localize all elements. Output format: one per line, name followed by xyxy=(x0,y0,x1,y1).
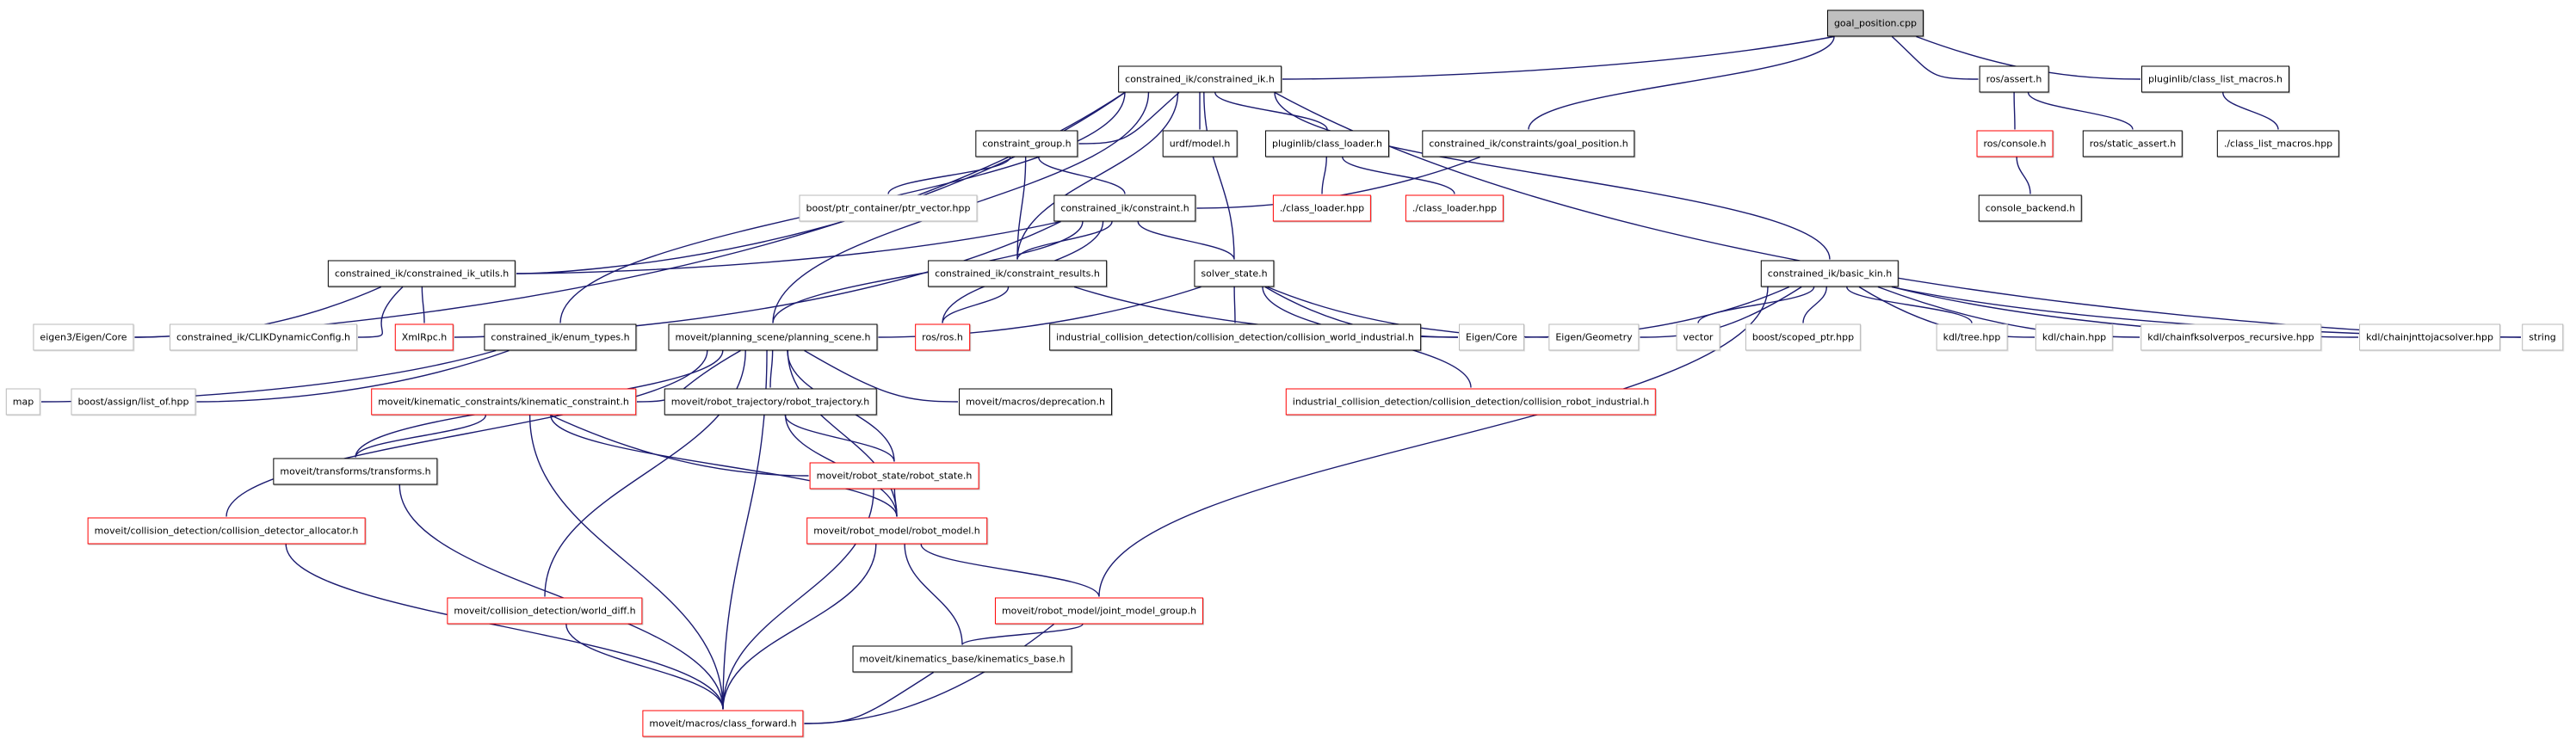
graph-node-label: pluginlib/class_loader.h xyxy=(1272,138,1382,150)
graph-node-kinematic_constraint[interactable] xyxy=(371,389,636,416)
graph-node-eigen_geometry xyxy=(1548,324,1639,351)
edge-collision_detector_allocator-to-class_forward xyxy=(286,545,723,710)
edge-ros_assert-to-ros_console xyxy=(2014,93,2015,130)
graph-node-kdl_jacsolver xyxy=(2359,324,2500,351)
graph-node-ros_assert[interactable] xyxy=(1980,66,2049,93)
graph-node-label: goal_position.cpp xyxy=(1833,17,1918,29)
graph-node-label: Eigen/Core xyxy=(1466,331,1517,343)
edge-constraint_group-to-constraint_results xyxy=(1017,157,1026,260)
graph-node-eigen3_core xyxy=(33,324,133,351)
graph-node-label: constrained_ik/constraint.h xyxy=(1060,202,1189,214)
graph-node-robot_model[interactable] xyxy=(806,518,987,545)
edge-kinematics_base-to-class_forward xyxy=(805,673,934,724)
edge-joint_model_group-to-kinematics_base xyxy=(962,625,1083,645)
graph-node-label: ./class_list_macros.hpp xyxy=(2223,138,2333,150)
graph-node-label: pluginlib/class_list_macros.h xyxy=(2148,73,2283,85)
graph-node-label: XmlRpc.h xyxy=(401,331,448,343)
graph-node-label: moveit/planning_scene/planning_scene.h xyxy=(675,331,871,343)
graph-node-label: solver_state.h xyxy=(1201,268,1268,280)
graph-node-vector xyxy=(1677,324,1720,351)
graph-node-label: moveit/macros/deprecation.h xyxy=(966,396,1105,408)
graph-node-collision_detector_allocator[interactable] xyxy=(88,518,366,545)
edge-constrained_ik_h-to-basic_kin xyxy=(1275,93,1830,260)
graph-node-label: string xyxy=(2529,331,2556,343)
edge-joint_model_group-to-class_forward xyxy=(805,625,1054,724)
edge-pluginlib_class_loader-to-class_loader_hpp_1 xyxy=(1322,157,1326,194)
graph-node-label: moveit/collision_detection/world_diff.h xyxy=(454,605,636,617)
graph-node-ptr_vector xyxy=(800,195,978,222)
edge-basic_kin-to-kdl_tree xyxy=(1847,287,1972,323)
edge-constrained_ik_utils-to-xmlrpc xyxy=(422,287,424,323)
graph-node-map xyxy=(6,389,40,416)
graph-node-constrained_ik_utils[interactable] xyxy=(328,261,516,287)
graph-node-label: kdl/chain.hpp xyxy=(2042,331,2107,343)
graph-node-label: ros/static_assert.h xyxy=(2089,138,2177,150)
edge-goal_position_cpp-to-constrained_ik_h xyxy=(1282,37,1834,80)
graph-node-label: moveit/robot_model/joint_model_group.h xyxy=(1001,605,1197,617)
graph-node-eigen_core xyxy=(1459,324,1524,351)
edge-constraint_h-to-solver_state xyxy=(1138,222,1234,260)
graph-node-class_loader_hpp_1[interactable] xyxy=(1273,195,1371,222)
graph-node-kdl_chain xyxy=(2035,324,2113,351)
edge-kinematic_constraint-to-transforms xyxy=(355,416,485,458)
edge-world_diff-to-class_forward xyxy=(566,625,723,710)
graph-node-kdl_tree xyxy=(1937,324,2008,351)
graph-node-constraints_goal_position_h[interactable] xyxy=(1422,131,1634,157)
graph-node-constraint_group[interactable] xyxy=(975,131,1078,157)
graph-node-label: boost/scoped_ptr.hpp xyxy=(1751,331,1855,343)
graph-node-label: moveit/robot_model/robot_model.h xyxy=(813,525,980,537)
graph-node-label: moveit/kinematics_base/kinematics_base.h xyxy=(859,653,1066,665)
edge-constrained_ik_h-to-solver_state xyxy=(1204,93,1234,260)
edge-pluginlib_class_list_macros_h-to-class_list_macros_hpp xyxy=(2223,93,2278,130)
edge-constraint_group-to-ptr_vector xyxy=(888,157,1010,194)
graph-node-label: urdf/model.h xyxy=(1169,138,1231,150)
graph-node-label: kdl/tree.hpp xyxy=(1943,331,2001,343)
graph-node-label: moveit/transforms/transforms.h xyxy=(280,465,431,477)
graph-node-label: kdl/chainfksolverpos_recursive.hpp xyxy=(2147,331,2314,343)
edge-pluginlib_class_loader-to-class_loader_hpp_2 xyxy=(1343,157,1455,194)
edge-solver_state-to-collision_world_industrial xyxy=(1234,287,1235,323)
edge-planning_scene-to-collision_detector_allocator xyxy=(226,351,707,517)
graph-node-label: constrained_ik/constrained_ik.h xyxy=(1125,73,1275,85)
graph-node-world_diff[interactable] xyxy=(447,598,642,625)
graph-node-kinematics_base[interactable] xyxy=(853,646,1072,673)
graph-node-clik_dynamic xyxy=(170,324,357,351)
edge-ros_assert-to-ros_static_assert xyxy=(2029,93,2133,130)
graph-node-robot_state[interactable] xyxy=(810,463,979,490)
edge-ros_console-to-console_backend xyxy=(2017,157,2030,194)
graph-node-class_list_macros_hpp[interactable] xyxy=(2217,131,2339,157)
graph-node-label: moveit/macros/class_forward.h xyxy=(649,717,797,730)
edge-robot_trajectory-to-robot_state xyxy=(785,416,894,462)
graph-node-constraint_results[interactable] xyxy=(928,261,1107,287)
graph-node-urdf_model[interactable] xyxy=(1163,131,1238,157)
graph-node-label: ./class_loader.hpp xyxy=(1412,202,1498,214)
edge-goal_position_cpp-to-constraints_goal_position_h xyxy=(1529,37,1834,130)
graph-node-collision_world_industrial[interactable] xyxy=(1049,324,1421,351)
graph-node-label: map xyxy=(12,396,34,408)
graph-node-ros_ros[interactable] xyxy=(915,324,970,351)
edge-robot_model-to-kinematics_base xyxy=(905,545,962,645)
graph-node-robot_trajectory[interactable] xyxy=(664,389,877,416)
graph-node-label: constrained_ik/enum_types.h xyxy=(491,331,630,343)
graph-node-ros_static_assert[interactable] xyxy=(2083,131,2183,157)
graph-node-label: boost/ptr_container/ptr_vector.hpp xyxy=(806,202,971,214)
graph-node-label: Eigen/Geometry xyxy=(1555,331,1633,343)
graph-node-label: moveit/collision_detection/collision_detector_allocator.h xyxy=(94,525,359,537)
edge-planning_scene-to-world_diff xyxy=(545,351,745,597)
graph-node-label: industrial_collision_detection/collision_detection/collision_world_industrial.h xyxy=(1056,331,1414,343)
graph-node-label: console_backend.h xyxy=(1985,202,2076,214)
graph-node-label: constraint_group.h xyxy=(982,138,1072,150)
graph-node-goal_position_cpp[interactable] xyxy=(1827,10,1924,37)
graph-node-label: constrained_ik/constrained_ik_utils.h xyxy=(334,268,510,280)
graph-node-label: ros/ros.h xyxy=(922,331,963,343)
graph-node-basic_kin[interactable] xyxy=(1761,261,1899,287)
graph-node-label: constrained_ik/constraints/goal_position.h xyxy=(1429,138,1628,150)
graph-node-label: moveit/kinematic_constraints/kinematic_constraint.h xyxy=(378,396,629,408)
graph-node-xmlrpc[interactable] xyxy=(395,324,454,351)
graph-node-constraint_h[interactable] xyxy=(1053,195,1195,222)
graph-node-collision_robot_industrial[interactable] xyxy=(1286,389,1656,416)
edge-constrained_ik_h-to-constrained_ik_utils xyxy=(516,93,1125,274)
graph-node-console_backend[interactable] xyxy=(1979,195,2082,222)
graph-node-string xyxy=(2522,324,2563,351)
graph-node-label: constrained_ik/constraint_results.h xyxy=(935,268,1100,280)
graph-node-label: ./class_loader.hpp xyxy=(1279,202,1365,214)
graph-node-ros_console[interactable] xyxy=(1977,131,2054,157)
edge-basic_kin-to-scoped_ptr xyxy=(1803,287,1826,323)
graph-node-planning_scene[interactable] xyxy=(668,324,877,351)
graph-node-enum_types[interactable] xyxy=(484,324,636,351)
graph-node-label: kdl/chainjnttojacsolver.hpp xyxy=(2366,331,2493,343)
edge-planning_scene-to-robot_trajectory xyxy=(770,351,773,388)
graph-node-solver_state[interactable] xyxy=(1194,261,1274,287)
edge-kinematic_constraint-to-class_forward xyxy=(530,416,723,710)
graph-node-transforms[interactable] xyxy=(273,459,437,485)
graph-node-label: ros/assert.h xyxy=(1986,73,2042,85)
graph-node-label: vector xyxy=(1683,331,1714,343)
edge-kinematic_constraint-to-robot_state xyxy=(550,416,808,477)
graph-node-joint_model_group[interactable] xyxy=(995,598,1203,625)
graph-node-pluginlib_class_list_macros_h[interactable] xyxy=(2141,66,2289,93)
graph-node-deprecation[interactable] xyxy=(959,389,1112,416)
graph-node-constrained_ik_h[interactable] xyxy=(1118,66,1282,93)
graph-node-class_forward[interactable] xyxy=(642,711,803,737)
graph-node-list_of xyxy=(71,389,195,416)
graph-node-label: moveit/robot_state/robot_state.h xyxy=(816,470,973,482)
graph-node-scoped_ptr xyxy=(1745,324,1861,351)
graph-node-label: ros/console.h xyxy=(1983,138,2047,150)
graph-node-label: industrial_collision_detection/collision_detection/collision_robot_industrial.h xyxy=(1292,396,1650,408)
edge-robot_model-to-joint_model_group xyxy=(921,545,1099,597)
graph-node-label: eigen3/Eigen/Core xyxy=(40,331,127,343)
graph-node-label: moveit/robot_trajectory/robot_trajectory.h xyxy=(670,396,870,408)
graph-node-class_loader_hpp_2[interactable] xyxy=(1405,195,1504,222)
graph-node-label: constrained_ik/basic_kin.h xyxy=(1767,268,1893,280)
graph-node-kdl_fksolver xyxy=(2140,324,2321,351)
graph-node-label: constrained_ik/CLIKDynamicConfig.h xyxy=(176,331,351,343)
graph-node-label: boost/assign/list_of.hpp xyxy=(77,396,189,408)
edge-robot_model-to-class_forward xyxy=(723,545,876,710)
graph-node-pluginlib_class_loader[interactable] xyxy=(1265,131,1389,157)
